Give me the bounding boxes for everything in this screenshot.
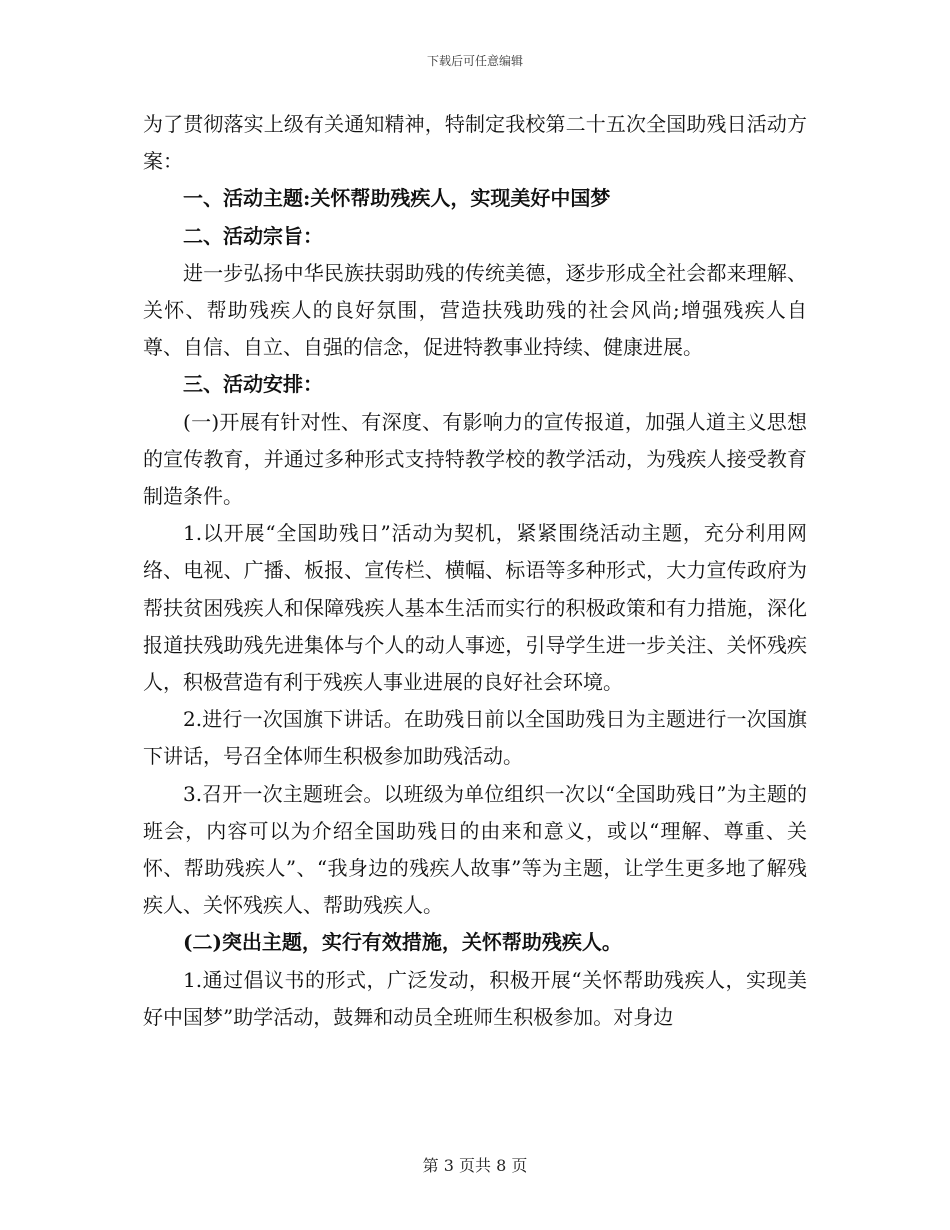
heading-purpose: 二、活动宗旨： bbox=[183, 223, 323, 248]
paragraph-intro: 为了贯彻落实上级有关通知精神，特制定我校第二十五次全国助残日活动方案： bbox=[143, 112, 807, 174]
paragraph-purpose: 进一步弘扬中华民族扶弱助残的传统美德，逐步形成全社会都来理解、关怀、帮助残疾人的良好氛围，营造扶残助残的社会风尚;增强残疾人自尊、自信、自立、自强的信念，促进特教事业持续、健康进展。 bbox=[143, 260, 807, 360]
page-footer: 第 3 页共 8 页 bbox=[422, 1156, 528, 1175]
heading-arrangement: 三、活动安排： bbox=[183, 372, 323, 397]
heading-section-2: (二)突出主题，实行有效措施，关怀帮助残疾人。 bbox=[183, 930, 622, 955]
document-body bbox=[143, 106, 807, 1036]
page-header: 下载后可任意编辑 bbox=[426, 54, 523, 68]
paragraph-section-2-item-1: 1.通过倡议书的形式，广泛发动，积极开展“关怀帮助残疾人，实现美好中国梦”助学活动，鼓舞和动员全班师生积极参加。对身边 bbox=[143, 967, 807, 1029]
paragraph-item-2: 2.进行一次国旗下讲话。在助残日前以全国助残日为主题进行一次国旗下讲话，号召全体师生积极参加助残活动。 bbox=[143, 707, 807, 769]
paragraph-item-3: 3.召开一次主题班会。以班级为单位组织一次以“全国助残日”为主题的班会，内容可以为介绍全国助残日的由来和意义，或以“理解、尊重、关怀、帮助残疾人”、“我身边的残疾人故事”等为主题，让学生更多地了解残疾人、关怀残疾人、帮助残疾人。 bbox=[143, 781, 807, 918]
heading-theme: 一、活动主题:关怀帮助残疾人，实现美好中国梦 bbox=[183, 186, 611, 211]
paragraph-item-1: 1.以开展“全国助残日”活动为契机，紧紧围绕活动主题，充分利用网络、电视、广播、板报、宣传栏、横幅、标语等多种形式，大力宣传政府为帮扶贫困残疾人和保障残疾人基本生活而实行的积极政策和有力措施，深化报道扶残助残先进集体与个人的动人事迹，引导学生进一步关注、关怀残疾人，积极营造有利于残疾人事业进展的良好社会环境。 bbox=[143, 521, 807, 695]
paragraph-section-1: (一)开展有针对性、有深度、有影响力的宣传报道，加强人道主义思想的宣传教育，并通过多种形式支持特教学校的教学活动，为残疾人接受教育制造条件。 bbox=[143, 409, 807, 509]
